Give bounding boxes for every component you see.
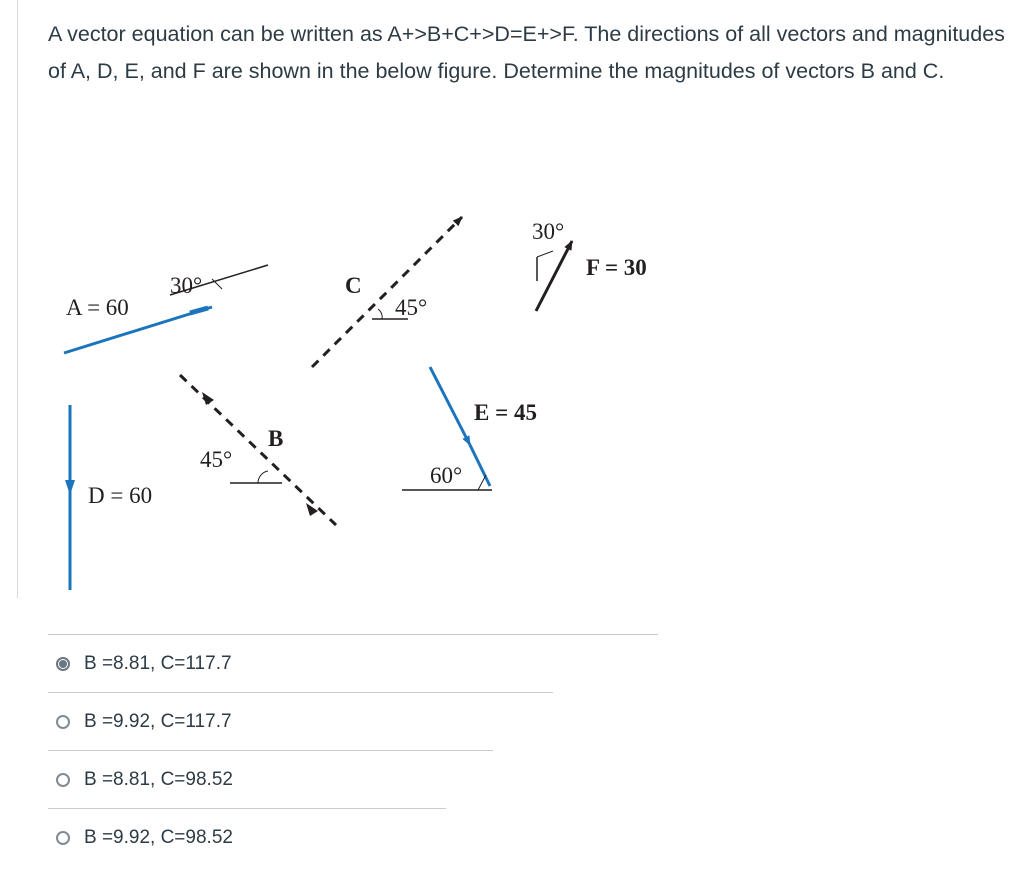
vector-e: [402, 367, 537, 490]
vector-b: [180, 375, 336, 525]
answer-label: B =8.81, C=117.7: [84, 653, 232, 674]
vector-e-angle-label: 60°: [430, 463, 463, 488]
answer-option-2[interactable]: [48, 692, 553, 751]
radio-selected-icon[interactable]: [56, 657, 70, 671]
vector-d-arrowhead: [65, 480, 75, 495]
vector-d: [65, 405, 152, 590]
vector-e-angle-arc: [478, 475, 486, 490]
vector-c: [312, 217, 462, 367]
vector-e-label: E = 45: [474, 400, 537, 425]
vector-d-label: D = 60: [88, 483, 153, 508]
answer-option-1[interactable]: [48, 634, 658, 693]
vector-c-angle-label: 45°: [395, 295, 428, 320]
radio-icon[interactable]: [56, 831, 70, 845]
vector-f: [532, 219, 647, 311]
vector-figure: [40, 195, 647, 605]
vector-c-angle-arc: [378, 309, 382, 319]
vector-f-angle-label: 30°: [532, 219, 565, 244]
question-text: A vector equation can be written as A+>B+C+>D=E+>F. The directions of all vectors and magnitudes of A, D, E, and F are shown in the below figure. Determine the magnitudes of vectors B and C.: [48, 22, 1005, 83]
vector-b-angle-arc: [258, 471, 268, 483]
vector-b-label: B: [268, 426, 284, 451]
vector-b-arrowhead-lower: [306, 503, 318, 516]
answer-option-4[interactable]: [48, 808, 446, 867]
vector-b-angle-label: 45°: [200, 447, 233, 472]
answer-label: B =9.92, C=98.52: [84, 827, 233, 848]
answer-option-3[interactable]: [48, 750, 493, 809]
vector-a-angle-label: 30°: [170, 273, 203, 298]
vector-f-angle-arc: [537, 251, 553, 257]
vector-a-label: A = 60: [66, 295, 129, 320]
left-border-line: [17, 0, 18, 598]
radio-icon[interactable]: [56, 773, 70, 787]
radio-icon[interactable]: [56, 715, 70, 729]
answer-label: B =8.81, C=98.52: [84, 769, 233, 790]
vector-c-label: C: [345, 273, 362, 298]
answer-label: B =9.92, C=117.7: [84, 711, 232, 732]
vector-a: [64, 265, 268, 353]
vector-f-label: F = 30: [586, 255, 647, 280]
